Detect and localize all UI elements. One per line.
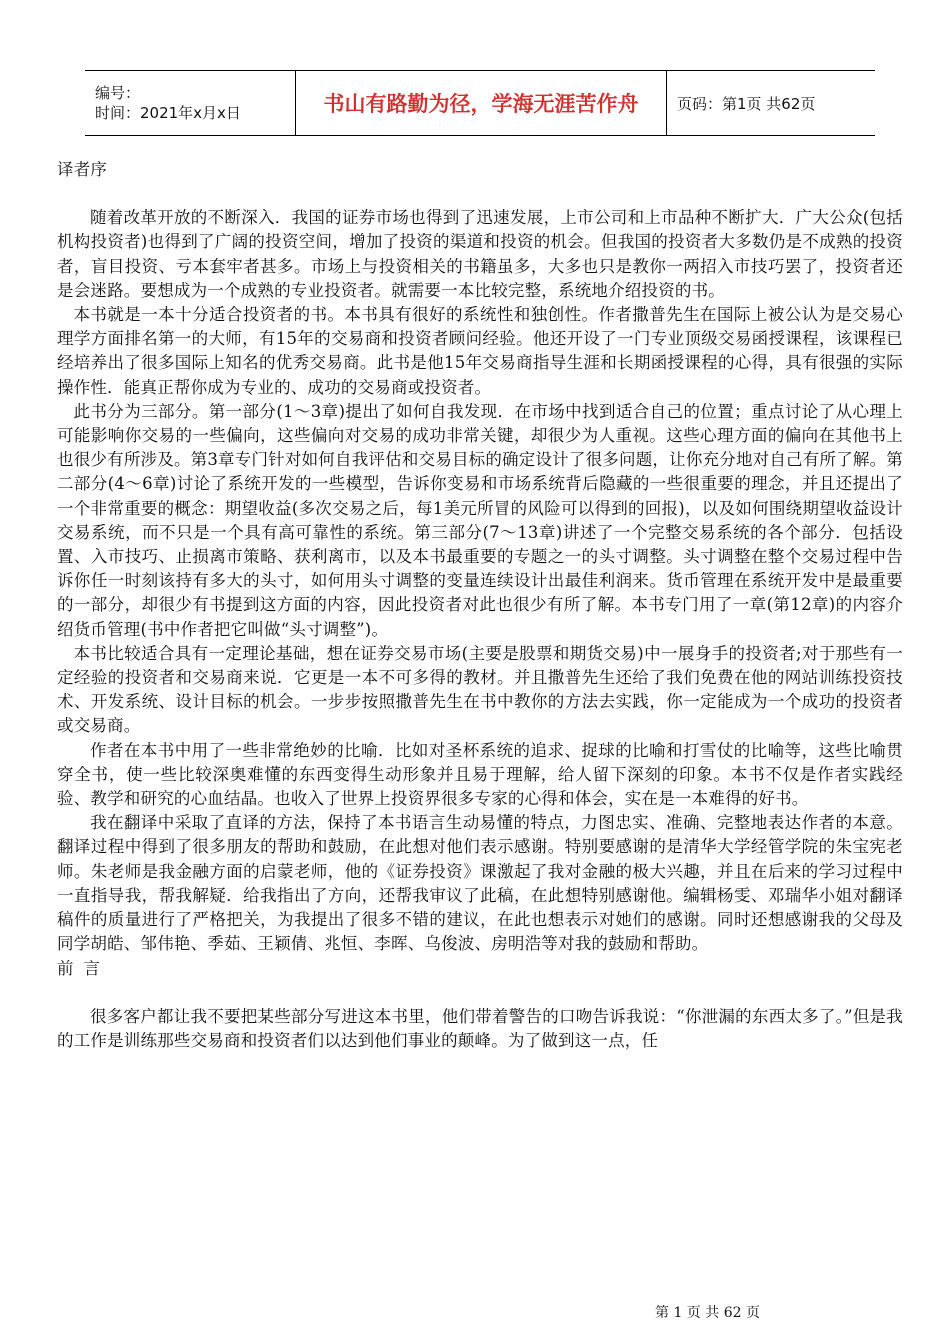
section-title-foreword: 前言: [57, 958, 110, 978]
paragraph-foreword: 很多客户都让我不要把某些部分写进这本书里，他们带着警告的口吻告诉我说：“你泄漏的东西太多了。”但是我的工作是训练那些交易商和投资者们以达到他们事业的颠峰。为了做到这一点，任: [57, 1006, 903, 1050]
header-meta: [85, 71, 295, 135]
header-motto-cell: [295, 71, 667, 135]
document-body: [57, 158, 903, 1053]
document-time-label: 时间：2021年x月x日: [95, 104, 241, 122]
motto-text: 书山有路勤为径，学海无涯苦作舟: [323, 92, 639, 116]
footer-page-number: 第 1 页 共 62 页: [655, 1305, 760, 1321]
paragraph-1: 随着改革开放的不断深入．我国的证券市场也得到了迅速发展，上市公司和上市品种不断扩大．广大公众(包括机构投资者)也得到了广阔的投资空间，增加了投资的渠道和投资的机会。但我国的投资者大多数仍是不成熟的投资者，盲目投资、亏本套牢者甚多。市场上与投资相关的书籍虽多，大多也只是教你一两招入市技巧罢了，投资者还是会迷路。要想成为一个成熟的专业投资者。就需要一本比较完整，系统地介绍投资的书。: [57, 208, 903, 300]
header-page-cell: [667, 71, 875, 135]
paragraph-2: 本书就是一本十分适合投资者的书。本书具有很好的系统性和独创性。作者撒普先生在国际上被公认为是交易心理学方面排名第一的大师，有15年的交易商和投资者顾问经验。他还开设了一门专业顶级交易函授课程，该课程已经培养出了很多国际上知名的优秀交易商。此书是他15年交易商指导生涯和长期函授课程的心得，具有很强的实际操作性．能真正帮你成为专业的、成功的交易商或投资者。: [57, 305, 903, 397]
page-header: [85, 70, 875, 136]
header-page-label: 页码：第1页 共62页: [677, 94, 816, 113]
paragraph-5: 作者在本书中用了一些非常绝妙的比喻．比如对圣杯系统的追求、捉球的比喻和打雪仗的比喻等，这些比喻贯穿全书，使一些比较深奥难懂的东西变得生动形象并且易于理解，给人留下深刻的印象。本书不仅是作者实践经验、教学和研究的心血结晶。也收入了世界上投资界很多专家的心得和体会，实在是一本难得的好书。: [57, 740, 903, 809]
document-number-label: 编号：: [95, 84, 141, 102]
paragraph-3: 此书分为三部分。第一部分(1～3章)提出了如何自我发现．在市场中找到适合自己的位置；重点讨论了从心理上可能影响你交易的一些偏向，这些偏向对交易的成功非常关键，却很少为人重视。这些心理方面的偏向在其他书上也很少有所涉及。第3章专门针对如何自我评估和交易目标的确定设计了很多问题，让你充分地对自己有所了解。第二部分(4～6章)讨论了系统开发的一些模型，告诉你变易和市场系统背后隐藏的一些很重要的理念，并且还提出了一个非常重要的概念：期望收益(多次交易之后，每1美元所冒的风险可以得到的回报)，以及如何围绕期望收益设计交易系统，而不只是一个具有高可靠性的系统。第三部分(7～13章)讲述了一个完整交易系统的各个部分．包括设置、入市技巧、止损离市策略、获利离市，以及本书最重要的专题之一的头寸调整。头寸调整在整个交易过程中告诉你任一时刻该持有多大的头寸，如何用头寸调整的变量连续设计出最佳利润来。货币管理在系统开发中是最重要的一部分，却很少有书提到这方面的内容，因此投资者对此也很少有所了解。本书专门用了一章(第12章)的内容介绍货币管理(书中作者把它叫做“头寸调整”)。: [57, 401, 903, 639]
paragraph-4: 本书比较适合具有一定理论基础，想在证券交易市场(主要是股票和期货交易)中一展身手的投资者;对于那些有一定经验的投资者和交易商来说．它更是一本不可多得的教材。并且撒普先生还给了我们免费在他的网站训练投资技术、开发系统、设计目标的机会。一步步按照撒普先生在书中教你的方法去实践，你一定能成为一个成功的投资者或交易商。: [57, 643, 903, 736]
paragraph-6: 我在翻译中采取了直译的方法，保持了本书语言生动易懂的特点，力图忠实、准确、完整地表达作者的本意。翻译过程中得到了很多朋友的帮助和鼓励，在此想对他们表示感谢。特别要感谢的是清华大学经管学院的朱宝宪老师。朱老师是我金融方面的启蒙老师，他的《证券投资》课激起了我对金融的极大兴趣，并且在后来的学习过程中一直指导我，帮我解疑．给我指出了方向，还帮我审议了此稿，在此想特别感谢他。编辑杨雯、邓瑞华小姐对翻译稿件的质量进行了严格把关，为我提出了很多不错的建议，在此也想表示对她们的感谢。同时还想感谢我的父母及同学胡皓、邹伟艳、季茹、王颖倩、兆恒、李晖、乌俊波、房明浩等对我的鼓励和帮助。: [57, 813, 903, 954]
page-footer: [655, 1302, 875, 1322]
section-title-translator-preface: 译者序: [57, 160, 108, 179]
